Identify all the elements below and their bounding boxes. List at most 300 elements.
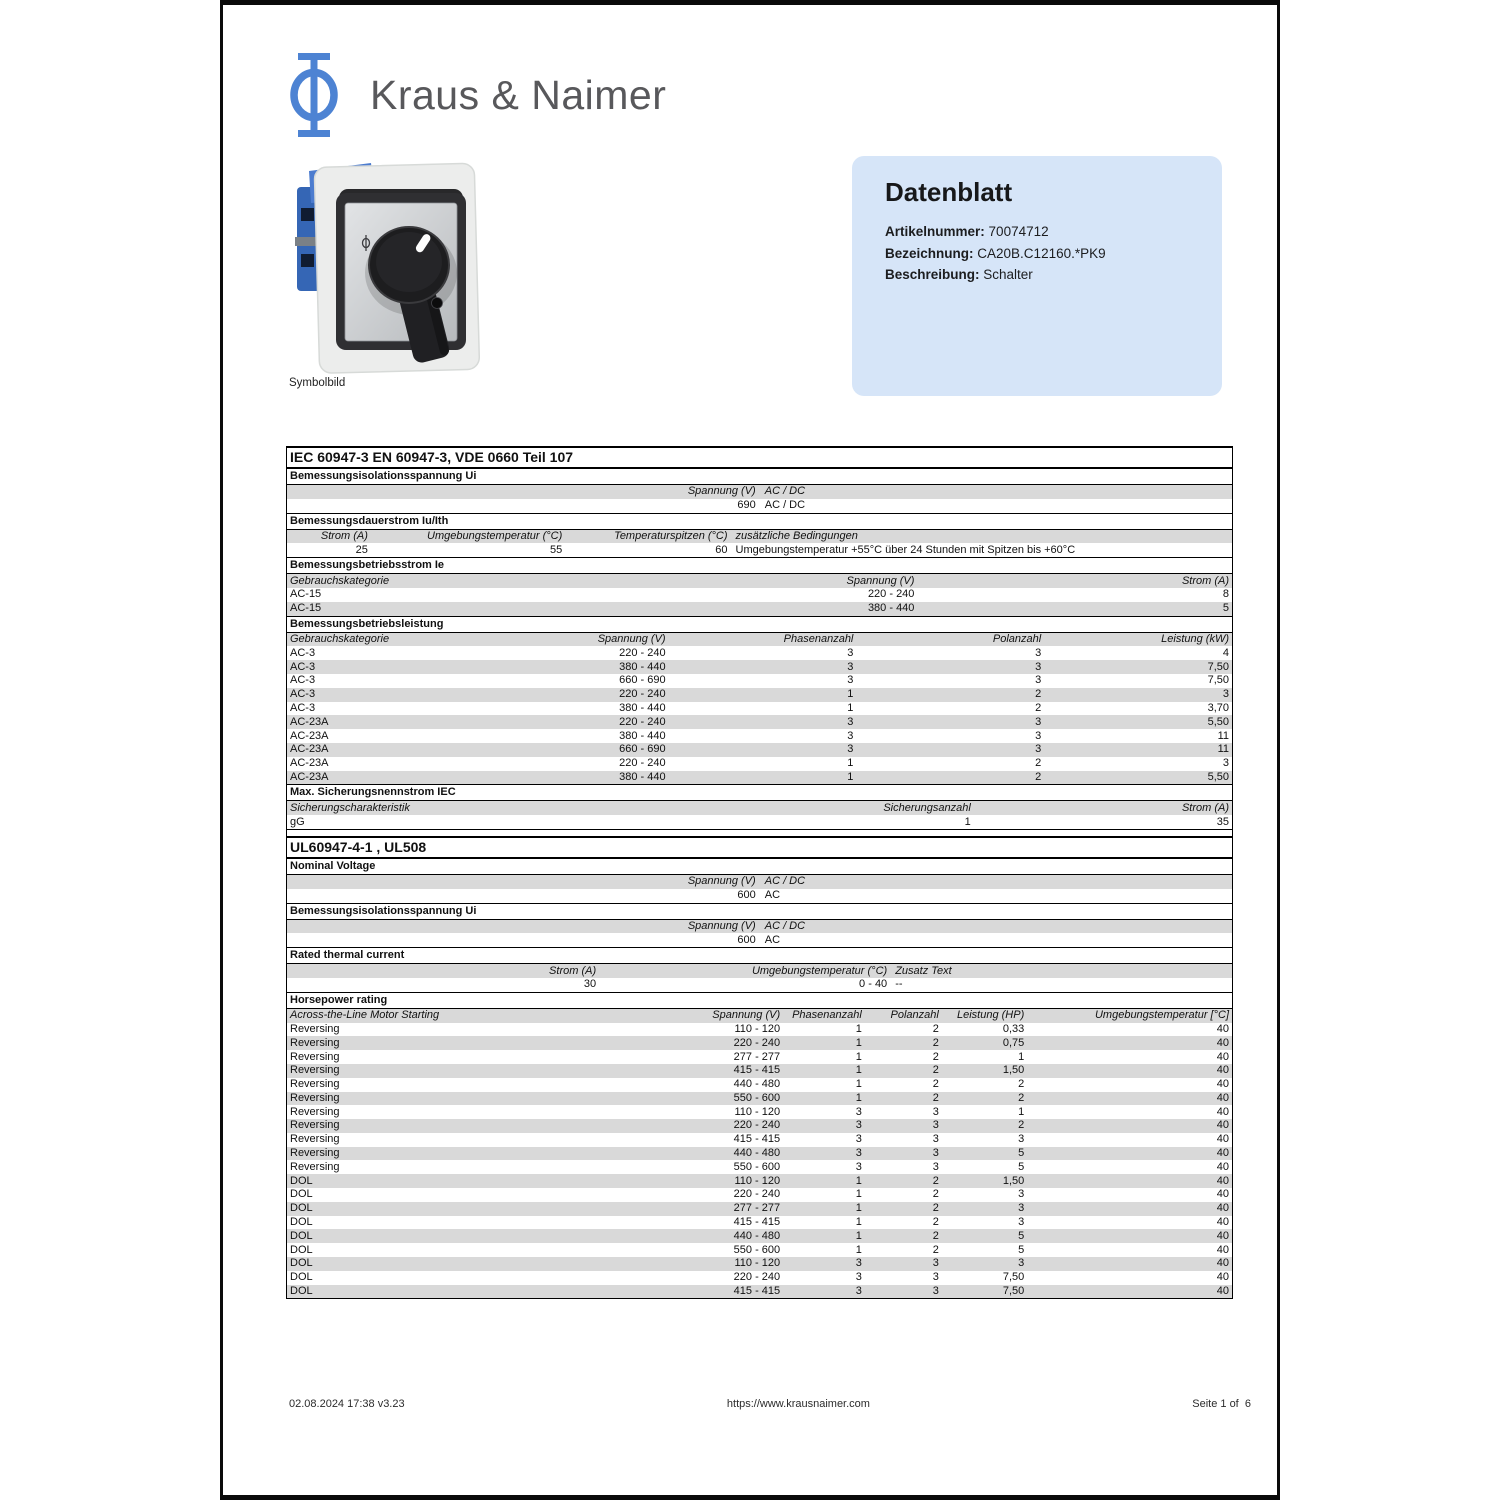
table-header-row [287, 920, 1232, 934]
table-section-row: Bemessungsisolationsspannung Ui [287, 469, 1232, 485]
table-cell: 40 [1216, 1188, 1229, 1201]
table-cell: 40 [1216, 1160, 1229, 1173]
table-header-row [287, 964, 1232, 978]
table-cell: 3 [855, 1271, 862, 1284]
table-cell: 2 [932, 1064, 939, 1077]
table-data-row [287, 729, 1232, 743]
table-data-row [287, 1092, 1232, 1106]
table-cell: 7,50 [1002, 1271, 1025, 1284]
table-cell: 11 [1217, 743, 1229, 756]
table-cell: 1 [855, 1229, 862, 1242]
table-cell: 3 [847, 743, 854, 756]
table-data-row [287, 1050, 1232, 1064]
table-cell: 2 [932, 1022, 939, 1035]
table-data-row [287, 499, 1232, 513]
table-cell: 110 - 120 [734, 1257, 781, 1270]
product-image-caption: Symbolbild [289, 377, 346, 389]
table-cell: 3 [855, 1105, 862, 1118]
table-cell: 40 [1216, 1036, 1229, 1049]
table-cell: DOL [290, 1257, 313, 1270]
column-header: Leistung (kW) [1161, 632, 1229, 645]
table-cell: DOL [290, 1216, 313, 1229]
table-cell: 380 - 440 [867, 602, 915, 615]
table-data-row [287, 1064, 1232, 1078]
table-section-row: Bemessungsdauerstrom Iu/Ith [287, 513, 1232, 530]
column-header: Gebrauchskategorie [290, 574, 390, 587]
table-cell: 40 [1216, 1257, 1229, 1270]
column-header: Leistung (HP) [956, 1009, 1025, 1022]
table-cell: 7,50 [1002, 1285, 1025, 1298]
table-cell: 40 [1216, 1119, 1229, 1132]
table-cell: 660 - 690 [619, 674, 666, 687]
column-header: Polanzahl [890, 1009, 939, 1022]
table-cell: 40 [1216, 1229, 1229, 1242]
table-data-row [287, 588, 1232, 602]
table-data-row [287, 815, 1232, 829]
table-cell: 380 - 440 [619, 729, 666, 742]
column-header: Spannung (V) [712, 1009, 781, 1022]
table-cell: 7,50 [1207, 660, 1229, 673]
column-header: Umgebungstemperatur (°C) [427, 529, 563, 542]
table-data-row [287, 1147, 1232, 1161]
table-cell: 3 [932, 1105, 939, 1118]
table-cell: 3 [847, 646, 854, 659]
page-footer [289, 1398, 1251, 1410]
table-cell: 3 [1222, 688, 1229, 701]
table-cell: AC-23A [290, 757, 329, 770]
table-cell: 3 [855, 1257, 862, 1270]
table-cell: 3 [1018, 1188, 1025, 1201]
table-cell: 1 [855, 1243, 862, 1256]
table-cell: Reversing [290, 1050, 340, 1063]
table-cell: 2 [1035, 770, 1042, 783]
table-cell: 660 - 690 [619, 743, 666, 756]
column-header: zusätzliche Bedingungen [735, 529, 858, 542]
table-cell: DOL [290, 1243, 313, 1256]
table-cell: 1 [855, 1064, 862, 1077]
table-cell: 2 [932, 1091, 939, 1104]
table-section-row: Bemessungsbetriebsleistung [287, 616, 1232, 633]
table-data-row [287, 1188, 1232, 1202]
table-cell: 1 [855, 1022, 862, 1035]
table-cell: 4 [1222, 646, 1229, 659]
table-section-row: Rated thermal current [287, 947, 1232, 964]
table-cell: 415 - 415 [733, 1133, 781, 1146]
table-cell: 220 - 240 [619, 688, 666, 701]
table-cell: 3 [847, 729, 854, 742]
table-cell: 550 - 600 [733, 1091, 781, 1104]
table-cell: 3 [847, 715, 854, 728]
table-cell: 690 [737, 499, 756, 512]
table-data-row [287, 1105, 1232, 1119]
table-cell: 440 - 480 [733, 1078, 781, 1091]
table-cell: 0,33 [1002, 1022, 1025, 1035]
table-cell: 3,70 [1207, 701, 1229, 714]
table-title-row: UL60947-4-1 , UL508 [287, 836, 1232, 859]
table-cell: 3 [1018, 1257, 1025, 1270]
table-cell: 25 [355, 543, 368, 556]
table-cell: 7,50 [1207, 674, 1229, 687]
table-cell: 2 [932, 1078, 939, 1091]
table-cell: 220 - 240 [867, 588, 915, 601]
table-cell: 3 [932, 1271, 939, 1284]
brand-name: Kraus & Naimer [370, 71, 667, 118]
table-cell: 35 [1216, 815, 1229, 828]
table-cell: 60 [715, 543, 728, 556]
description-field: Beschreibung: Schalter [885, 267, 1033, 282]
table-cell: Reversing [290, 1160, 340, 1173]
table-cell: 2 [932, 1216, 939, 1229]
table-cell: 1 [847, 701, 854, 714]
table-data-row [287, 1229, 1232, 1243]
table-rows-block [287, 574, 1232, 615]
table-data-row [287, 743, 1232, 757]
table-cell: 5,50 [1207, 715, 1229, 728]
table-cell: 3 [932, 1133, 939, 1146]
table-cell: 40 [1216, 1105, 1229, 1118]
table-cell: 110 - 120 [734, 1022, 781, 1035]
table-cell: 277 - 277 [733, 1202, 781, 1215]
table-cell: 3 [932, 1119, 939, 1132]
table-rows-block [287, 485, 1232, 513]
table-data-row [287, 933, 1232, 947]
table-cell: Reversing [290, 1064, 340, 1077]
table-cell: 3 [932, 1147, 939, 1160]
table-cell: 415 - 415 [733, 1216, 781, 1229]
table-cell: 5 [1018, 1160, 1025, 1173]
table-cell: 1 [855, 1216, 862, 1229]
table-cell: 2 [1018, 1119, 1025, 1132]
phi-icon [285, 53, 343, 137]
table-cell: 5 [1018, 1229, 1025, 1242]
table-cell: 600 [737, 889, 756, 902]
table-cell: 220 - 240 [619, 646, 666, 659]
table-cell: 110 - 120 [734, 1174, 781, 1187]
table-cell: 3 [855, 1133, 862, 1146]
table-cell: 1 [855, 1188, 862, 1201]
table-section-row: Max. Sicherungsnennstrom IEC [287, 784, 1232, 801]
table-cell: DOL [290, 1229, 313, 1242]
table-cell: AC-23A [290, 770, 329, 783]
table-cell: 2 [932, 1188, 939, 1201]
table-cell: 1,50 [1002, 1064, 1025, 1077]
table-cell: 3 [855, 1147, 862, 1160]
table-data-row [287, 1202, 1232, 1216]
column-header: Strom (A) [320, 529, 368, 542]
column-header: Sicherungsanzahl [883, 801, 971, 814]
table-header-row [287, 574, 1232, 588]
table-cell: 3 [855, 1160, 862, 1173]
table-cell: 3 [1035, 729, 1042, 742]
table-section-row: Nominal Voltage [287, 859, 1232, 875]
table-cell: 550 - 600 [733, 1243, 781, 1256]
table-data-row [287, 1271, 1232, 1285]
table-cell: 3 [1035, 715, 1042, 728]
table-cell: 5 [1018, 1147, 1025, 1160]
table-cell: 3 [932, 1285, 939, 1298]
table-cell: 40 [1216, 1216, 1229, 1229]
table-cell: 1,50 [1002, 1174, 1025, 1187]
table-cell: 2 [1035, 688, 1042, 701]
footer-url[interactable]: https://www.krausnaimer.com [726, 1398, 870, 1410]
table-header-row [287, 633, 1232, 647]
table-cell: 110 - 120 [734, 1105, 781, 1118]
table-cell: 415 - 415 [733, 1285, 781, 1298]
column-header: Strom (A) [1181, 801, 1229, 814]
table-cell: 220 - 240 [733, 1119, 781, 1132]
table-cell: Reversing [290, 1036, 340, 1049]
column-header: Across-the-Line Motor Starting [290, 1009, 440, 1022]
table-data-row [287, 1257, 1232, 1271]
table-cell: 40 [1216, 1022, 1229, 1035]
table-cell: AC [764, 933, 781, 946]
table-data-row [287, 674, 1232, 688]
table-cell: Reversing [290, 1078, 340, 1091]
table-cell: 220 - 240 [733, 1271, 781, 1284]
column-header: AC / DC [764, 875, 806, 888]
table-cell: 1 [1018, 1050, 1025, 1063]
table-cell: 1 [855, 1078, 862, 1091]
table-spacer [287, 829, 1232, 836]
table-cell: AC-23A [290, 743, 329, 756]
table-cell: -- [895, 978, 903, 991]
column-header: Polanzahl [992, 632, 1042, 645]
column-header: Strom (A) [1181, 574, 1229, 587]
table-cell: 40 [1216, 1285, 1229, 1298]
datasheet-page [220, 0, 1280, 1500]
column-header: AC / DC [764, 485, 806, 498]
table-data-row [287, 757, 1232, 771]
table-cell: 1 [855, 1091, 862, 1104]
table-cell: 380 - 440 [619, 660, 666, 673]
table-data-row [287, 771, 1232, 785]
table-cell: AC / DC [764, 499, 806, 512]
page-title: Datenblatt [885, 177, 1013, 207]
table-cell: 1 [855, 1202, 862, 1215]
table-cell: 40 [1216, 1147, 1229, 1160]
table-cell: AC-3 [290, 688, 316, 701]
table-cell: 1 [855, 1174, 862, 1187]
table-rows-block [287, 875, 1232, 903]
column-header: Umgebungstemperatur [°C] [1094, 1009, 1229, 1022]
table-cell: 3 [932, 1257, 939, 1270]
table-cell: AC-3 [290, 674, 316, 687]
table-cell: 2 [932, 1243, 939, 1256]
table-cell: 2 [1035, 701, 1042, 714]
table-cell: DOL [290, 1188, 313, 1201]
table-header-row [287, 801, 1232, 815]
table-cell: 3 [932, 1160, 939, 1173]
table-cell: 3 [1035, 674, 1042, 687]
column-header: Spannung (V) [687, 919, 756, 932]
table-section-row: Bemessungsisolationsspannung Ui [287, 903, 1232, 920]
table-title-row: IEC 60947-3 EN 60947-3, VDE 0660 Teil 107 [287, 448, 1232, 469]
table-data-row [287, 1174, 1232, 1188]
table-rows-block [287, 1009, 1232, 1299]
table-data-row [287, 889, 1232, 903]
table-cell: AC [764, 889, 781, 902]
table-cell: Reversing [290, 1091, 340, 1104]
table-data-row [287, 1160, 1232, 1174]
column-header: Phasenanzahl [783, 632, 854, 645]
table-cell: 2 [1018, 1091, 1025, 1104]
table-cell: Umgebungstemperatur +55°C über 24 Stunden mit Spitzen bis +60°C [735, 543, 1076, 556]
table-cell: 550 - 600 [733, 1160, 781, 1173]
column-header: Strom (A) [549, 964, 597, 977]
table-data-row [287, 1133, 1232, 1147]
table-data-row [287, 602, 1232, 616]
table-cell: 3 [855, 1285, 862, 1298]
table-cell: 277 - 277 [733, 1050, 781, 1063]
table-cell: 3 [1222, 757, 1229, 770]
table-data-row [287, 543, 1232, 557]
table-data-row [287, 688, 1232, 702]
table-cell: AC-23A [290, 729, 329, 742]
table-cell: AC-3 [290, 646, 316, 659]
table-cell: DOL [290, 1285, 313, 1298]
brand-logo [285, 53, 666, 137]
column-header: Temperaturspitzen (°C) [614, 529, 728, 542]
table-cell: 1 [1018, 1105, 1025, 1118]
column-header: Sicherungscharakteristik [290, 801, 410, 814]
table-cell: 3 [1035, 743, 1042, 756]
table-cell: 220 - 240 [733, 1036, 781, 1049]
table-cell: 0 - 40 [859, 978, 888, 991]
table-cell: 40 [1216, 1271, 1229, 1284]
table-data-row [287, 1243, 1232, 1257]
product-image [287, 151, 647, 376]
table-header-row [287, 530, 1232, 544]
spec-table [286, 446, 1233, 1299]
table-cell: 2 [932, 1036, 939, 1049]
table-cell: 440 - 480 [733, 1147, 781, 1160]
table-cell: 3 [1018, 1202, 1025, 1215]
column-header: Phasenanzahl [792, 1009, 862, 1022]
table-cell: 5 [1018, 1243, 1025, 1256]
table-data-row [287, 1119, 1232, 1133]
table-cell: 2 [932, 1174, 939, 1187]
table-cell: Reversing [290, 1105, 340, 1118]
table-cell: 5,50 [1207, 770, 1229, 783]
column-header: AC / DC [764, 919, 806, 932]
table-rows-block [287, 801, 1232, 829]
table-cell: 5 [1222, 602, 1229, 615]
table-cell: 40 [1216, 1243, 1229, 1256]
table-cell: 3 [1018, 1133, 1025, 1146]
column-header: Spannung (V) [687, 875, 756, 888]
table-cell: 440 - 480 [733, 1229, 781, 1242]
column-header: Zusatz Text [895, 964, 952, 977]
table-cell: 220 - 240 [619, 715, 666, 728]
table-cell: AC-3 [290, 660, 316, 673]
table-cell: 380 - 440 [619, 770, 666, 783]
table-data-row [287, 978, 1232, 992]
table-cell: AC-15 [290, 588, 322, 601]
table-cell: 2 [932, 1229, 939, 1242]
table-cell: 1 [964, 815, 971, 828]
column-header: Spannung (V) [687, 485, 756, 498]
footer-timestamp: 02.08.2024 17:38 v3.23 [289, 1398, 405, 1410]
table-data-row [287, 646, 1232, 660]
table-cell: 220 - 240 [733, 1188, 781, 1201]
table-cell: 40 [1216, 1064, 1229, 1077]
table-cell: 40 [1216, 1078, 1229, 1091]
table-rows-block [287, 964, 1232, 992]
table-cell: 0,75 [1002, 1036, 1025, 1049]
table-cell: 3 [855, 1119, 862, 1132]
table-cell: 2 [932, 1202, 939, 1215]
column-header: Spannung (V) [597, 632, 666, 645]
table-section-row: Horsepower rating [287, 992, 1232, 1009]
table-cell: 380 - 440 [619, 701, 666, 714]
article-number-field: Artikelnummer: 70074712 [885, 224, 1049, 239]
table-cell: 3 [1035, 646, 1042, 659]
table-data-row [287, 660, 1232, 674]
table-data-row [287, 1285, 1232, 1299]
table-cell: 2 [932, 1050, 939, 1063]
table-cell: 40 [1216, 1202, 1229, 1215]
table-cell: 11 [1217, 729, 1229, 742]
table-header-row [287, 1009, 1232, 1023]
table-cell: DOL [290, 1271, 313, 1284]
table-cell: AC-3 [290, 701, 316, 714]
table-cell: 220 - 240 [619, 757, 666, 770]
table-cell: 2 [1018, 1078, 1025, 1091]
table-cell: 600 [737, 933, 756, 946]
table-cell: 1 [847, 757, 854, 770]
table-cell: 40 [1216, 1091, 1229, 1104]
table-cell: 40 [1216, 1174, 1229, 1187]
column-header: Spannung (V) [846, 574, 915, 587]
table-cell: 8 [1222, 588, 1229, 601]
table-header-row [287, 485, 1232, 499]
table-data-row [287, 702, 1232, 716]
table-cell: AC-15 [290, 602, 322, 615]
table-cell: 3 [847, 660, 854, 673]
table-cell: 3 [1018, 1216, 1025, 1229]
table-cell: Reversing [290, 1119, 340, 1132]
table-data-row [287, 1023, 1232, 1037]
footer-page-number: Seite 1 of 6 [1192, 1398, 1251, 1410]
table-cell: DOL [290, 1202, 313, 1215]
table-rows-block [287, 920, 1232, 948]
column-header: Gebrauchskategorie [290, 632, 390, 645]
table-cell: 40 [1216, 1050, 1229, 1063]
table-cell: AC-23A [290, 715, 329, 728]
table-data-row [287, 1216, 1232, 1230]
table-cell: 1 [855, 1050, 862, 1063]
table-cell: 40 [1216, 1133, 1229, 1146]
table-header-row [287, 875, 1232, 889]
table-cell: 3 [1035, 660, 1042, 673]
table-cell: 30 [583, 978, 597, 991]
table-section-row: Bemessungsbetriebsstrom Ie [287, 557, 1232, 574]
table-data-row [287, 715, 1232, 729]
table-rows-block [287, 530, 1232, 558]
table-cell: 415 - 415 [733, 1064, 781, 1077]
table-cell: Reversing [290, 1022, 340, 1035]
table-data-row [287, 1036, 1232, 1050]
table-cell: Reversing [290, 1147, 340, 1160]
table-cell: DOL [290, 1174, 313, 1187]
designation-field: Bezeichnung: CA20B.C12160.*PK9 [885, 245, 1106, 261]
table-cell: 1 [847, 770, 854, 783]
table-cell: 1 [855, 1036, 862, 1049]
datasheet-info-box [852, 156, 1222, 396]
table-cell: 55 [550, 543, 563, 556]
table-data-row [287, 1078, 1232, 1092]
table-cell: gG [290, 815, 305, 828]
